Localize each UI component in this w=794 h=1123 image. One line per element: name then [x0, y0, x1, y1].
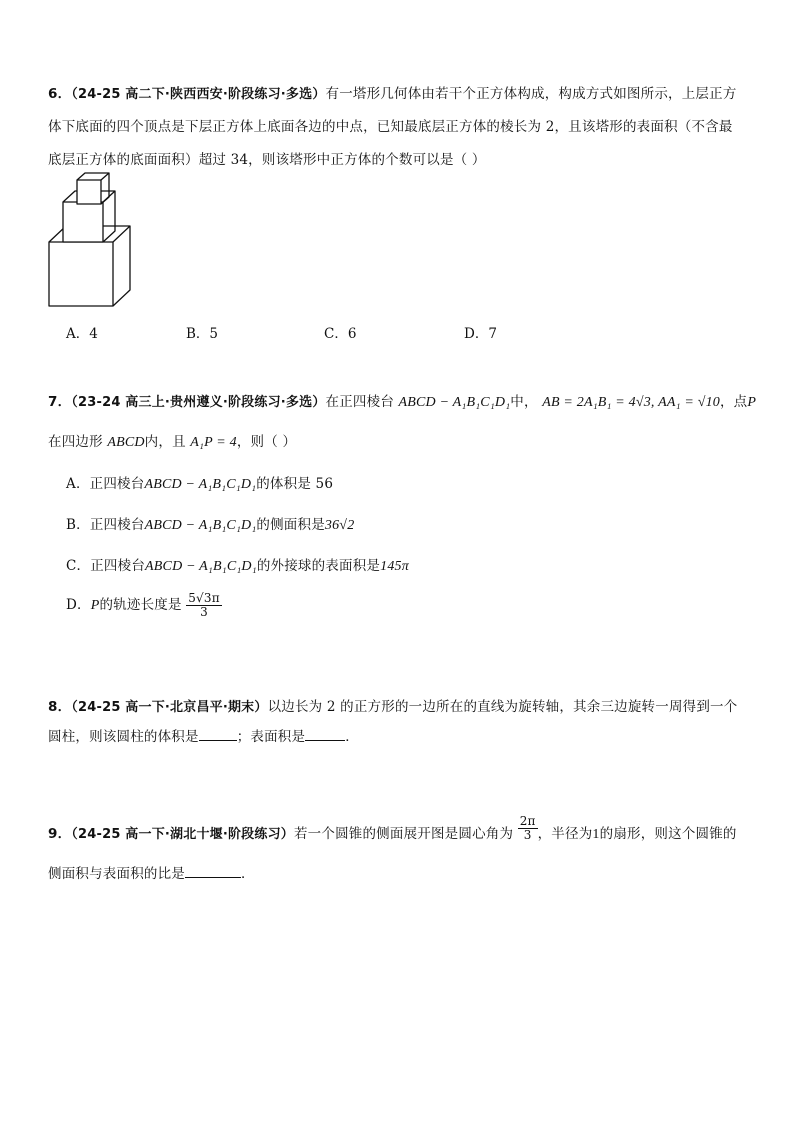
q9-source: （24-25 高一下·湖北十堰·阶段练习）	[71, 827, 294, 842]
q6-option-d[interactable]: D．7	[464, 326, 497, 342]
q7-frustum: ABCD − A₁B₁C₁D₁	[398, 395, 511, 410]
q8-answer-blank-area[interactable]	[305, 728, 345, 741]
q7-option-c[interactable]	[66, 554, 409, 575]
q9-numerator: 2π	[519, 814, 536, 828]
q8-line-1	[48, 695, 737, 715]
q7-option-c-pre: C．正四棱台	[66, 558, 146, 574]
q7-option-b-post: 的侧面积是	[256, 517, 325, 533]
q7-option-c-frustum: ABCD − A₁B₁C₁D₁	[145, 559, 257, 574]
q7-text-6: ，则（ ）	[236, 434, 297, 450]
q9-radius: 1	[592, 827, 600, 842]
q7-option-a-frustum: ABCD − A₁B₁C₁D₁	[144, 477, 257, 492]
q7-line-2	[48, 430, 296, 451]
q7-option-d-denominator: 3	[200, 605, 208, 619]
q7-option-a-post: 的体积是 56	[256, 476, 334, 492]
q7-option-b-pre: B．正四棱台	[66, 517, 145, 533]
q6-number: 6．	[48, 86, 72, 102]
q7-option-a-pre: A．正四棱台	[66, 476, 145, 492]
q9-text-5: ．	[241, 866, 255, 882]
q9-text-3: 的扇形，则这个圆锥的	[599, 826, 737, 842]
q6-text-1: 有一塔形几何体由若干个正方体构成，构成方式如图所示，上层正方	[325, 86, 737, 102]
q6-line-2: 体下底面的四个顶点是下层正方体上底面各边的中点，已知最底层正方体的棱长为 2，且该塔形的表面积（不含最	[48, 119, 733, 135]
middle-cube-front	[63, 202, 103, 242]
q8-text-1: 以边长为 2 的正方形的一边所在的直线为旋转轴，其余三边旋转一周得到一个	[267, 699, 738, 715]
q8-number: 8．	[48, 699, 72, 715]
q7-option-c-post: 的外接球的表面积是	[256, 558, 381, 574]
q9-fraction	[518, 815, 538, 842]
q7-option-b-value: 36√2	[324, 518, 355, 533]
q9-line-2	[48, 862, 255, 882]
q8-line-2	[48, 725, 359, 745]
q7-option-d-pre: D．	[66, 597, 91, 613]
q7-text-5: 内，且	[144, 434, 186, 450]
q6-option-b[interactable]: B．5	[186, 326, 219, 342]
q7-option-d[interactable]	[66, 592, 222, 619]
q7-number: 7．	[48, 394, 72, 410]
q7-text-2: 中，	[510, 394, 538, 410]
q8-text-2: 圆柱，则该圆柱的体积是	[48, 729, 199, 745]
q7-option-a[interactable]	[66, 472, 333, 493]
q8-text-3: ；表面积是	[236, 729, 306, 745]
q8-source: （24-25 高一下·北京昌平·期末）	[71, 700, 268, 715]
q7-text-1: 在正四棱台	[325, 394, 395, 410]
q9-denominator: 3	[523, 828, 532, 842]
q7-option-d-post: 的轨迹长度是	[99, 597, 182, 613]
q7-option-d-numerator: 5√3π	[188, 591, 220, 605]
q6-line-3: 底层正方体的底面面积）超过 34，则该塔形中正方体的个数可以是（ ）	[48, 152, 486, 168]
q6-option-a[interactable]: A．4	[66, 326, 98, 342]
q7-point: P	[747, 395, 757, 410]
q7-text-4: 在四边形	[48, 434, 103, 450]
tower-cubes-figure	[46, 170, 146, 310]
top-cube-front	[77, 180, 101, 204]
q7-condition: AB = 2A₁B₁ = 4√3, AA₁ = √10	[542, 395, 720, 410]
q9-text-2: ，半径为	[537, 826, 593, 842]
q9-number: 9．	[48, 826, 72, 842]
q6-option-c[interactable]: C．6	[324, 326, 357, 342]
q9-text-4: 侧面积与表面积的比是	[48, 866, 185, 882]
q7-option-d-point: P	[90, 598, 100, 613]
q6-line-1	[48, 82, 737, 102]
q7-line-1	[48, 390, 756, 411]
q6-source: （24-25 高二下·陕西西安·阶段练习·多选）	[71, 87, 326, 102]
q7-quad: ABCD	[107, 435, 145, 450]
q9-answer-blank[interactable]	[185, 865, 241, 878]
bottom-cube-front	[49, 242, 113, 306]
q7-text-3: ，点	[719, 394, 748, 410]
q7-option-b[interactable]	[66, 513, 354, 534]
q8-text-4: ．	[345, 729, 359, 745]
q9-text-1: 若一个圆锥的侧面展开图是圆心角为	[293, 826, 514, 842]
q7-source: （23-24 高三上·贵州遵义·阶段练习·多选）	[71, 395, 326, 410]
q7-option-b-frustum: ABCD − A₁B₁C₁D₁	[144, 518, 257, 533]
q7-option-c-value: 145π	[380, 559, 409, 574]
q7-option-d-fraction	[186, 592, 222, 619]
q7-cond2: A₁P = 4	[190, 435, 237, 450]
q8-answer-blank-volume[interactable]	[199, 728, 237, 741]
